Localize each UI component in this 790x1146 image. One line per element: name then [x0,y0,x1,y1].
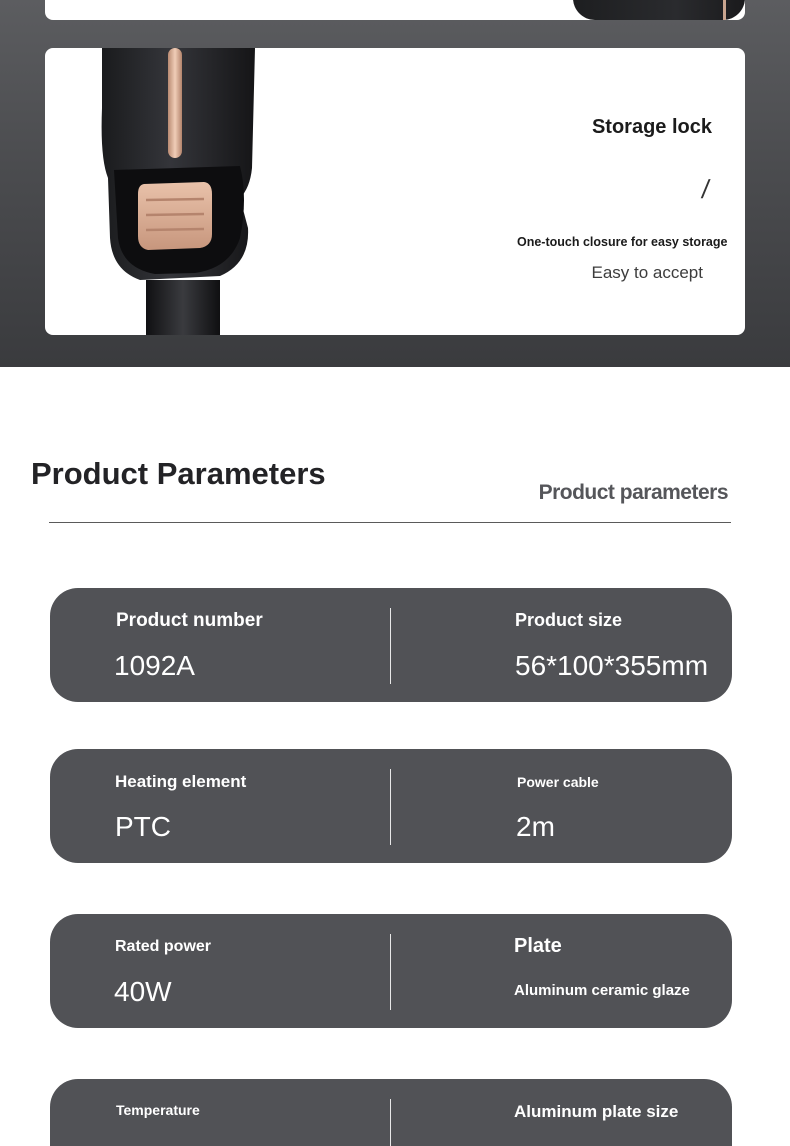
parameters-title: Product Parameters [31,456,326,491]
parameter-card-3 [50,914,732,1028]
cell-divider [390,934,391,1010]
parameters-subtitle: Product parameters [538,481,728,504]
plate-value: Aluminum ceramic glaze [514,982,690,999]
cell-divider [390,1099,391,1146]
product-size-label: Product size [515,610,623,630]
heating-element-label: Heating element [115,772,247,791]
cell-divider [390,769,391,845]
feature-subtitle: Easy to accept [591,263,703,282]
rated-power-label: Rated power [115,938,212,955]
temperature-label: Temperature [116,1102,200,1118]
aluminum-plate-size-label: Aluminum plate size [514,1102,679,1121]
feature-band [0,0,790,367]
feature-title: Storage lock [591,116,712,138]
device-image-fragment [573,0,745,20]
parameters-divider [49,522,731,523]
cell-divider [390,608,391,684]
power-cable-value: 2m [516,811,555,842]
feature-separator: / [699,174,712,204]
rated-power-value: 40W [114,976,172,1007]
feature-description: One-touch closure for easy storage [517,235,728,249]
parameter-card-4 [50,1079,732,1146]
product-size-value: 56*100*355mm [515,650,709,681]
storage-lock-card [45,48,745,335]
product-number-value: 1092A [114,650,195,681]
previous-feature-card [45,0,745,20]
heating-element-value: PTC [115,811,171,842]
plate-label: Plate [514,935,562,957]
parameter-card-1 [50,588,732,702]
parameter-card-2 [50,749,732,863]
power-cable-label: Power cable [517,774,599,790]
product-number-label: Product number [116,610,263,631]
curling-iron-lock-image [100,48,265,335]
